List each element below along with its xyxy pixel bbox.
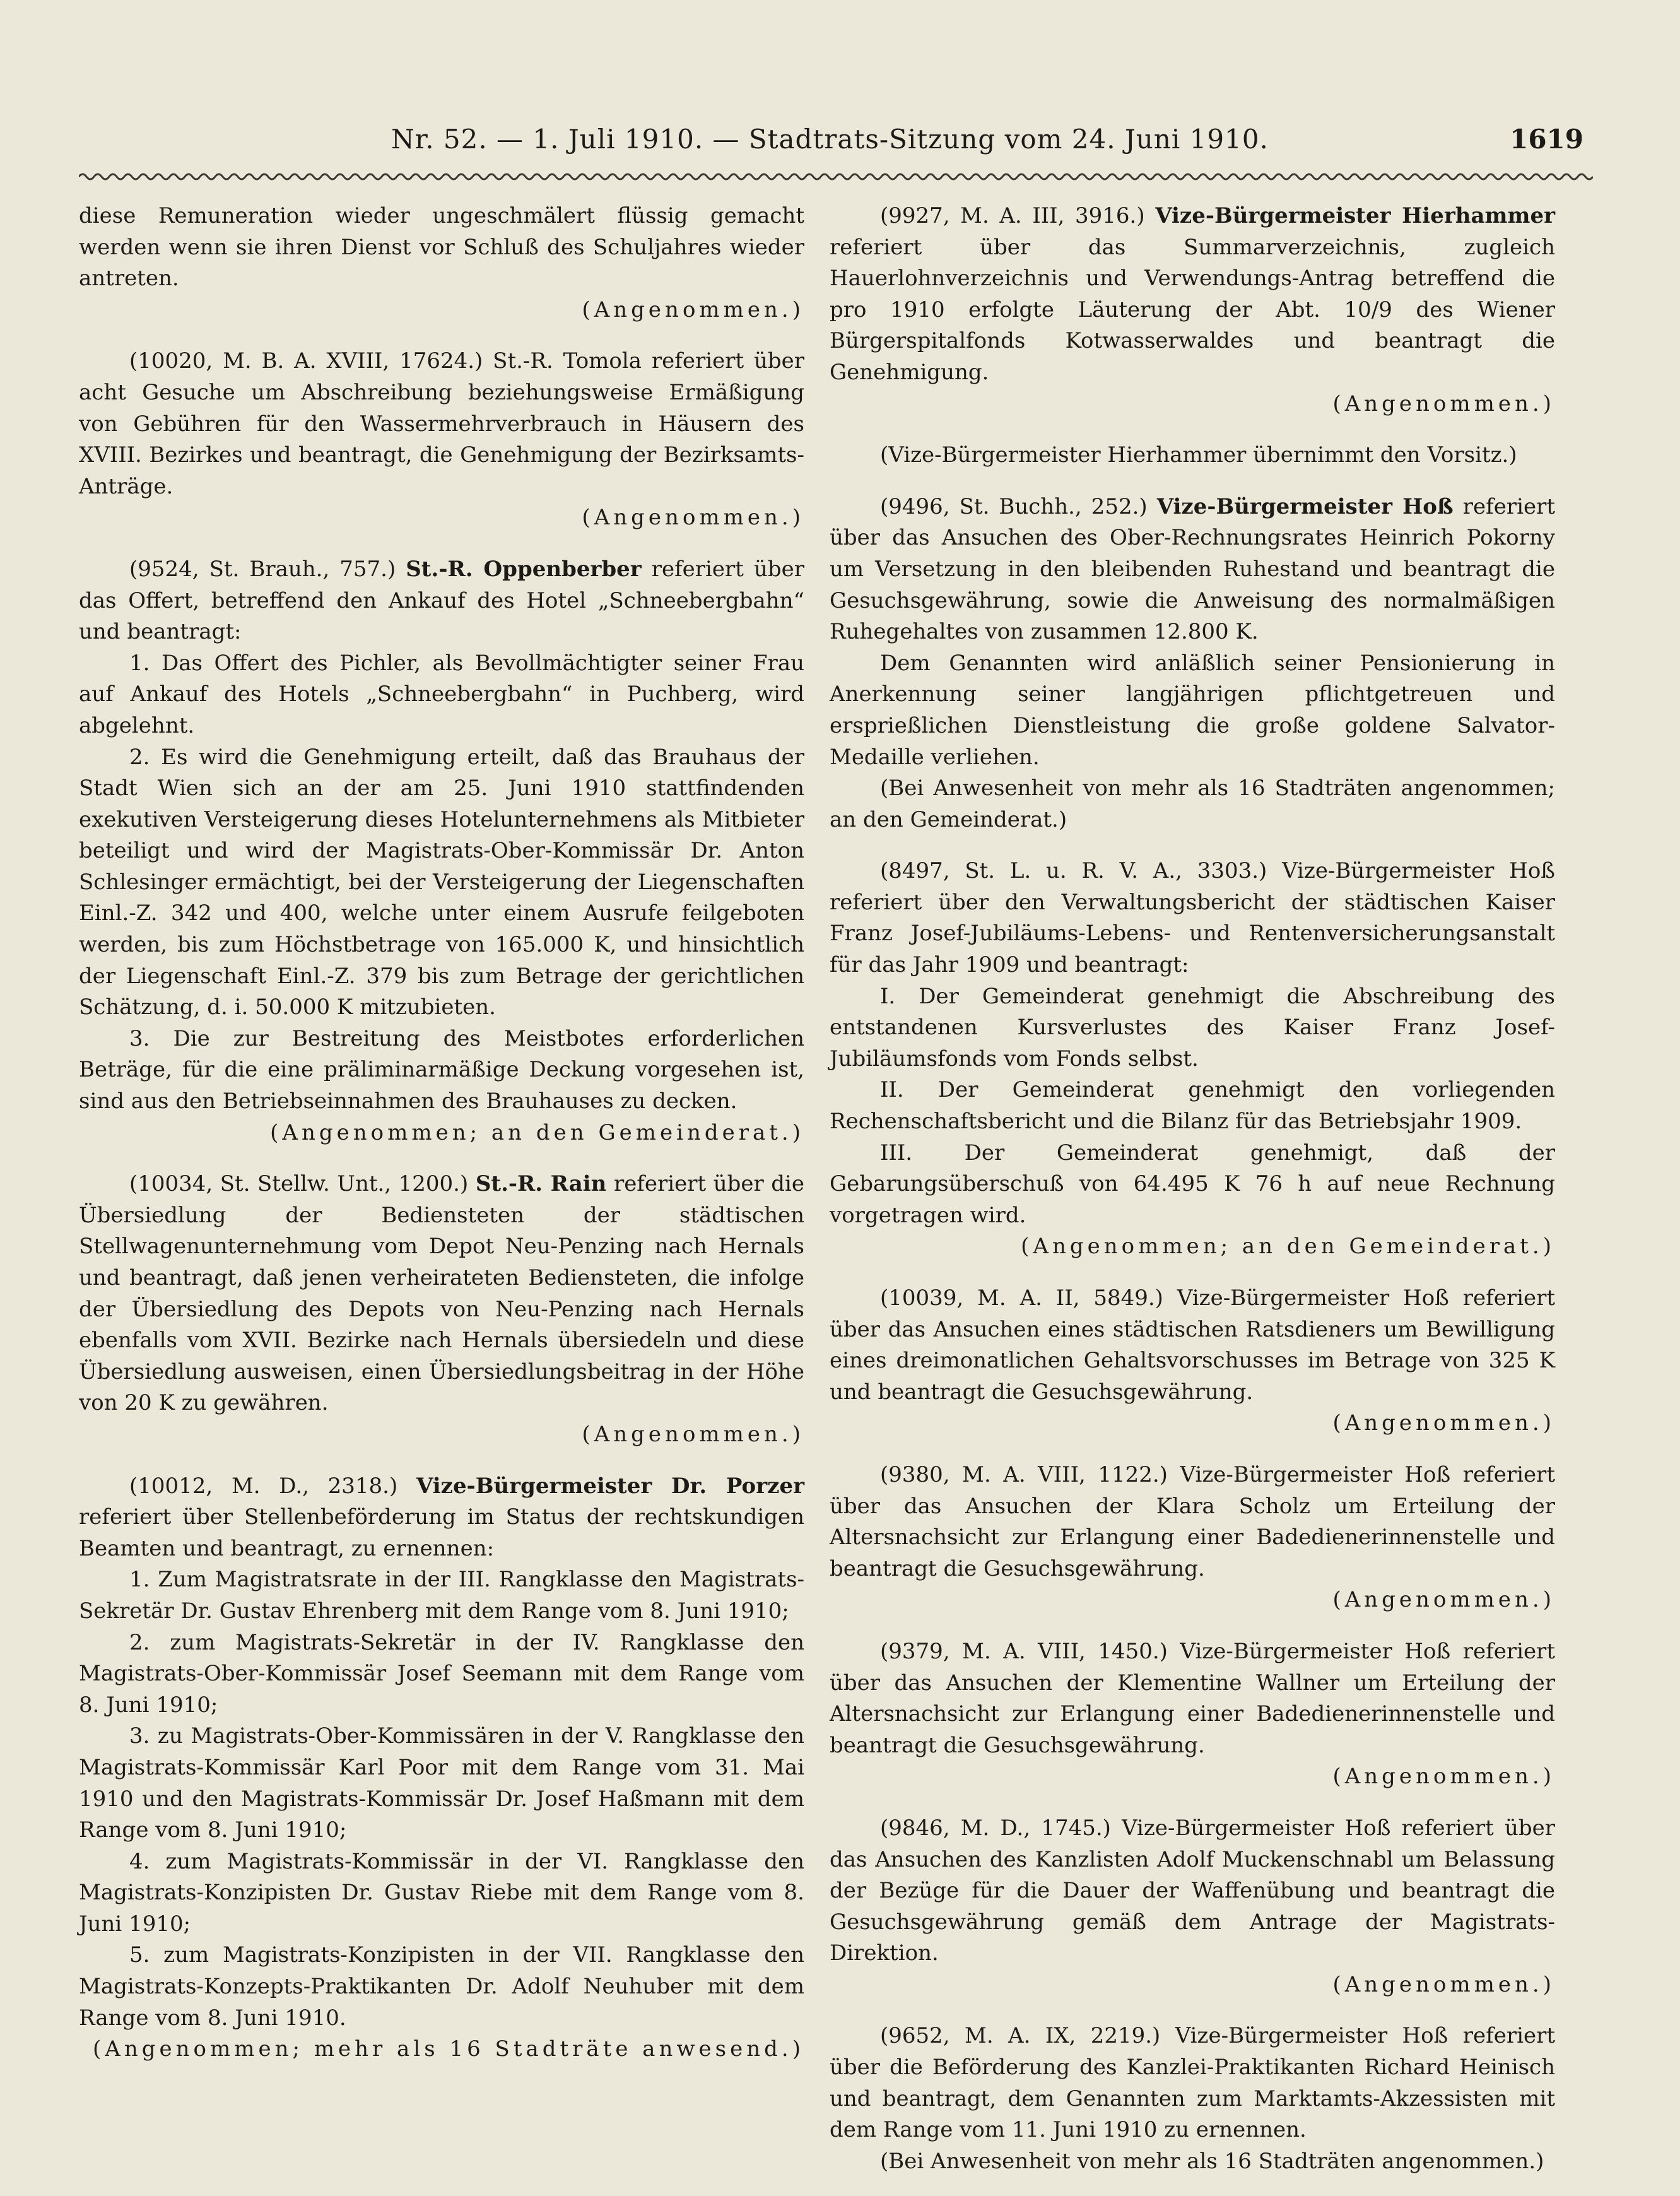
entry-item-5: 5. zum Magistrats-Konzipisten in der VII. Rangklasse den Magistrats-Konzepts-Praktikanten Dr. Adolf Neuhuber mit dem Range vom 8. Juni 1910. [79, 1942, 804, 2031]
entry-oppenberger [79, 554, 804, 1148]
entry-intro: referiert über den Verwaltungsbericht der städtischen Kaiser Franz Josef-Jubiläums-Lebens- und Rentenversicherungsanstalt für das Jahr 1909 und beantragt: [830, 889, 1555, 978]
entry-item-2: 2. Es wird die Genehmigung erteilt, daß das Brauhaus der Stadt Wien sich an der am 25. Juni 1910 stattfindenden exekutiven Versteigerung dieses Hotelunternehmens als Mitbieter beteiligt und wird der Magistrats-Ober-Kommissär Dr. Anton Schlesinger ermächtigt, bei der Versteigerung der Liegenschaften Einl.-Z. 342 und 400, welche unter einem Ausrufe feilgeboten werden, bis zum Höchstbetrage von 165.000 K, und hinsichtlich der Liegenschaft Einl.-Z. 379 bis zum Betrage der gerichtlichen Schätzung, d. i. 50.000 K mitzubieten. [79, 744, 804, 1020]
entry-item-4: 4. zum Magistrats-Kommissär in der VI. Rangklasse den Magistrats-Konzipisten Dr. Gustav Riebe mit dem Range vom 8. Juni 1910; [79, 1848, 804, 1937]
entry-body [830, 1283, 1555, 1408]
presiding-note: (Vize-Bürgermeister Hierhammer übernimmt den Vorsitz.) [880, 442, 1517, 468]
entry-result: (Angenommen.) [1332, 1587, 1555, 1613]
entry-hoss-ratsdiener [830, 1283, 1555, 1439]
entry-rain [79, 1169, 804, 1450]
entry-body [79, 346, 804, 502]
entry-text: diese Remuneration wieder ungeschmälert flüssig gemacht werden wenn sie ihren Dienst vor Schluß des Schuljahres wieder antreten. [79, 203, 804, 292]
entry-hoss-pokorny [830, 492, 1555, 836]
right-column [830, 201, 1556, 2174]
entry-body [79, 554, 804, 648]
entry-text: referiert über das Ansuchen des Kanzlisten Adolf Muckenschnabl um Belassung der Bezüge für die Dauer der Waffenübung und beantragt die Gesuchsgewährung gemäß dem Antrage der Magistrats-Direktion. [830, 1815, 1556, 1966]
entry-item-3: 3. Die zur Bestreitung des Meistbotes erforderlichen Beträge, für die eine präliminarmäßige Deckung vorgesehen ist, sind aus den Betriebseinnahmen des Brauhauses zu decken. [79, 1025, 804, 1114]
entry-body [79, 1169, 804, 1419]
entry-intro: referiert über das Offert, betreffend den Ankauf des Hotel „Schneebergbahn“ und beantragt: [79, 556, 804, 645]
entry-result: (Angenommen.) [1332, 1764, 1555, 1790]
entry-ref: (8497, St. L. u. R. V. A., 3303.) [880, 858, 1267, 884]
entry-ref: (10020, M. B. A. XVIII, 17624.) [129, 348, 483, 374]
entry-body [830, 1636, 1555, 1761]
entry-body [79, 1471, 804, 1565]
entry-speaker: Vize-Bürgermeister Dr. Porzer [416, 1473, 804, 1499]
entry-text: referiert über die Übersiedlung der Bediensteten der städtischen Stellwagenunternehmung vom Depot Neu-Penzing nach Hernals und beantragt, daß jenen verheirateten Bediensteten, die infolge der Übersiedlung des Depots von Neu-Penzing nach Hernals ebenfalls vom XVII. Bezirke nach Hernals übersiedeln und diese Übersiedlung ausweisen, einen Übersiedlungsbeitrag in der Höhe von 20 K zu gewähren. [79, 1171, 805, 1416]
entry-ref: (9846, M. D., 1745.) [880, 1815, 1111, 1841]
entry-hoss-scholz [830, 1460, 1555, 1616]
entry-ref: (9524, St. Brauh., 757.) [129, 556, 396, 582]
entry-text: referiert über die Beförderung des Kanzlei-Praktikanten Richard Heinisch und beantragt, dem Genannten zum Marktamts-Akzessisten mit dem Range vom 11. Juni 1910 zu ernennen. [830, 2023, 1555, 2143]
entry-vote: (Bei Anwesenheit von mehr als 16 Stadträten angenommen; an den Gemeinderat.) [830, 776, 1555, 832]
entry-item-2: II. Der Gemeinderat genehmigt den vorliegenden Rechenschaftsbericht und die Bilanz für das Betriebsjahr 1909. [830, 1077, 1555, 1135]
entry-speaker: St.-R. Oppenberber [406, 556, 642, 582]
entry-ref: (9380, M. A. VIII, 1122.) [880, 1461, 1168, 1487]
entry-result: (Angenommen.) [582, 505, 804, 531]
entry-item-1: 1. Zum Magistratsrate in der III. Rangklasse den Magistrats-Sekretär Dr. Gustav Ehrenberg mit dem Range vom 8. Juni 1910; [79, 1567, 804, 1624]
entry-result: (Angenommen.) [582, 297, 804, 322]
entry-hoss-wallner [830, 1636, 1555, 1793]
entry-body [830, 1460, 1555, 1585]
entry-speaker: Vize-Bürgermeister Hoß [1175, 2023, 1448, 2049]
entry-speaker: Vize-Bürgermeister Hoß [1282, 858, 1556, 884]
entry-result: (Angenommen; an den Gemeinderat.) [1021, 1234, 1555, 1260]
entry-item-1: I. Der Gemeinderat genehmigt die Abschreibung des entstandenen Kursverlustes des Kaiser Franz Josef-Jubiläumsfonds vom Fonds selbst. [830, 983, 1555, 1071]
entry-text: referiert über das Ansuchen der Klara Scholz um Erteilung der Altersnachsicht zur Erlangung einer Badedienerinnenstelle und beantragt die Gesuchsgewährung. [830, 1461, 1555, 1581]
entry-body [830, 856, 1555, 981]
header-wave-rule [79, 169, 1593, 184]
entry-speaker: Vize-Bürgermeister Hoß [1122, 1815, 1391, 1841]
entry-text: referiert über das Ansuchen des Ober-Rechnungsrates Heinrich Pokorny um Versetzung in den bleibenden Ruhestand und beantragt die Gesuchsgewährung, sowie die Anweisung des normalmäßigen Ruhegehaltes von zusammen 12.800 K. [830, 493, 1556, 645]
entry-text: referiert über das Ansuchen der Klementine Wallner um Erteilung der Altersnachsicht zur Erlangung einer Badedienerinnenstelle und beantragt die Gesuchsgewährung. [830, 1638, 1555, 1758]
page-header [0, 124, 1680, 162]
left-column [79, 201, 804, 2125]
entry-item-3: 3. zu Magistrats-Ober-Kommissären in der V. Rangklasse den Magistrats-Kommissär Karl Poor mit dem Range vom 31. Mai 1910 und den Magistrats-Kommissär Dr. Josef Haßmann mit dem Range vom 8. Juni 1910; [79, 1723, 804, 1843]
entry-text-2: Dem Genannten wird anläßlich seiner Pensionierung in Anerkennung seiner langjährigen pflichtgetreuen und ersprießlichen Dienstleistung die große goldene Salvator-Medaille verliehen. [830, 650, 1555, 770]
entry-vote: (Bei Anwesenheit von mehr als 16 Stadträten angenommen.) [880, 2148, 1544, 2174]
entry-result: (Angenommen.) [1332, 1971, 1555, 1997]
entry-ref: (10034, St. Stellw. Unt., 1200.) [129, 1171, 469, 1197]
entry-result: (Angenommen; mehr als 16 Stadträte anwesend.) [93, 2036, 804, 2062]
entry-ref: (10012, M. D., 2318.) [129, 1473, 398, 1499]
entry-ref: (9379, M. A. VIII, 1450.) [880, 1638, 1168, 1664]
entry-hierhammer [830, 201, 1555, 420]
entry-speaker: St.-R. Rain [475, 1171, 607, 1197]
entry-speaker: Vize-Bürgermeister Hoß [1180, 1638, 1451, 1664]
entry-text: referiert über acht Gesuche um Abschreibung beziehungsweise Ermäßigung von Gebühren für den Wassermehrverbrauch in Häusern des XVIII. Bezirkes und beantragt, die Genehmigung der Bezirksamts-Anträge. [79, 348, 804, 499]
entry-porzer [79, 1471, 804, 2065]
entry-body [830, 492, 1555, 648]
entry-text: referiert über das Ansuchen eines städtischen Ratsdieners um Bewilligung eines dreimonatlichen Gehaltsvorschusses im Betrage von 325 K und beantragt die Gesuchsgewährung. [830, 1285, 1555, 1405]
entry-result: (Angenommen.) [1332, 391, 1555, 416]
entry-carryover [79, 201, 804, 326]
entry-item-1: 1. Das Offert des Pichler, als Bevollmächtigter seiner Frau auf Ankauf des Hotels „Schneebergbahn“ in Puchberg, wird abgelehnt. [79, 650, 804, 738]
entry-speaker: Vize-Bürgermeister Hierhammer [1155, 203, 1555, 228]
entry-ref: (9927, M. A. III, 3916.) [880, 203, 1145, 228]
entry-tomola [79, 346, 804, 534]
entry-body [830, 2021, 1555, 2146]
entry-body [830, 1813, 1555, 1969]
entry-item-2: 2. zum Magistrats-Sekretär in der IV. Rangklasse den Magistrats-Ober-Kommissär Josef Seemann mit dem Range vom 8. Juni 1910; [79, 1629, 804, 1718]
entry-speaker: Vize-Bürgermeister Hoß [1180, 1461, 1451, 1487]
entry-speaker: St.-R. Tomola [493, 348, 642, 374]
entry-speaker: Vize-Bürgermeister Hoß [1177, 1285, 1449, 1311]
entry-item-3: III. Der Gemeinderat genehmigt, daß der Gebarungsüberschuß von 64.495 K 76 h auf neue Rechnung vorgetragen wird. [830, 1140, 1555, 1228]
entry-result: (Angenommen; an den Gemeinderat.) [270, 1119, 804, 1145]
entry-hoss-heinisch [830, 2021, 1555, 2177]
entry-speaker: Vize-Bürgermeister Hoß [1156, 493, 1454, 519]
entry-result: (Angenommen.) [582, 1421, 804, 1447]
page-number: 1619 [1510, 124, 1583, 155]
header-title: Nr. 52. — 1. Juli 1910. — Stadtrats-Sitzung vom 24. Juni 1910. [391, 124, 1269, 155]
entry-ref: (9652, M. A. IX, 2219.) [880, 2023, 1161, 2049]
entry-hoss-jubilaeum [830, 856, 1555, 1263]
entry-hoss-muckenschnabl [830, 1813, 1555, 2001]
entry-intro: referiert über Stellenbeförderung im Status der rechtskundigen Beamten und beantragt, zu ernennen: [79, 1504, 804, 1561]
entry-text: referiert über das Summarverzeichnis, zugleich Hauerlohnverzeichnis und Verwendungs-Antrag betreffend die pro 1910 erfolgte Läuterung der Abt. 10/9 des Wiener Bürgerspitalfonds Kotwasserwaldes und beantragt die Genehmigung. [830, 234, 1555, 385]
entry-ref: (10039, M. A. II, 5849.) [880, 1285, 1163, 1311]
entry-result: (Angenommen.) [1332, 1410, 1555, 1436]
entry-body [830, 201, 1555, 389]
entry-ref: (9496, St. Buchh., 252.) [880, 493, 1148, 519]
